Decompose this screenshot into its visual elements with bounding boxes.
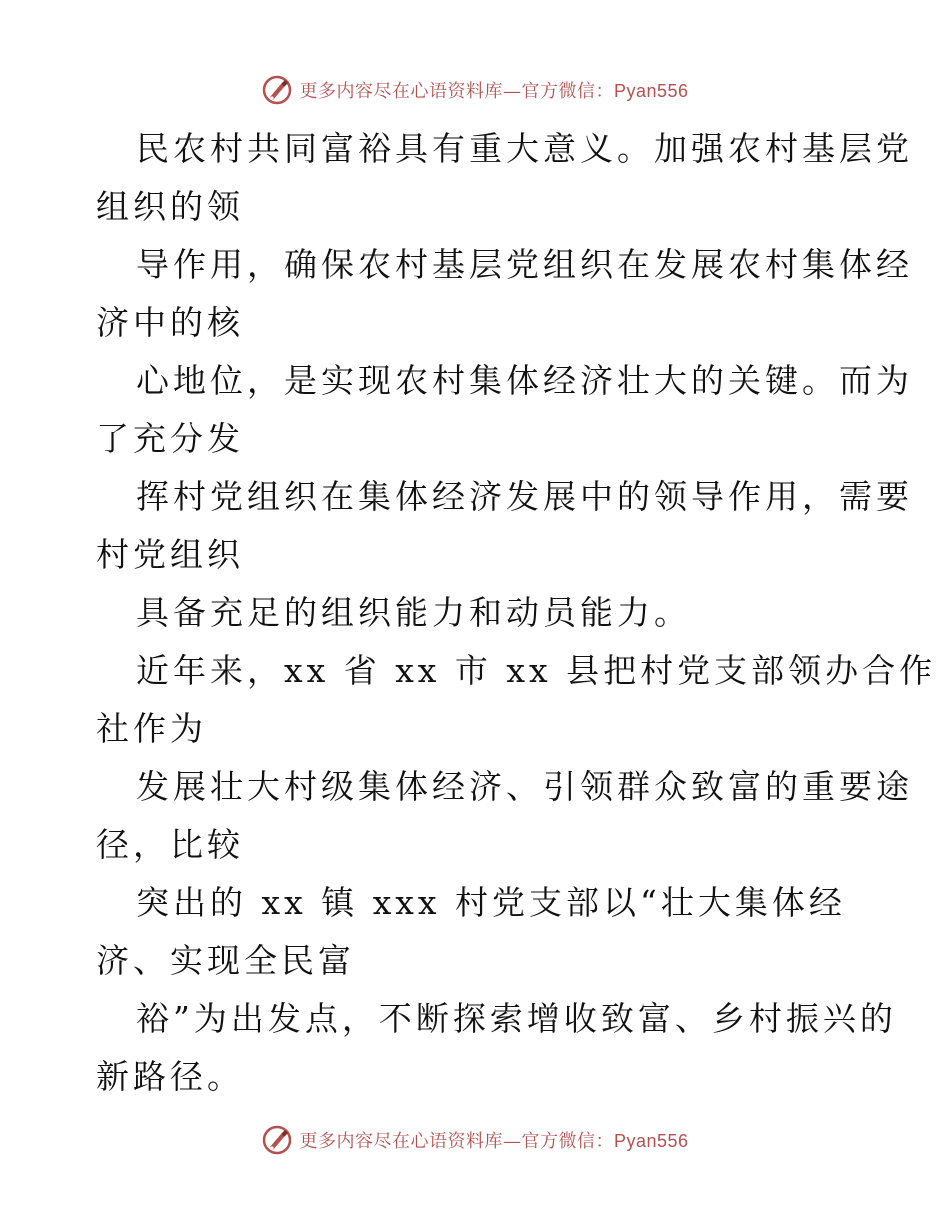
body-line: 组织的领 bbox=[96, 187, 244, 226]
header-banner-main: 更多内容尽在心语资料库—官方微信： bbox=[299, 81, 614, 102]
body-line: 村党组织 bbox=[96, 535, 244, 574]
footer-banner-content bbox=[261, 1124, 688, 1156]
header-banner-text bbox=[299, 77, 688, 103]
header-banner-wechat: Pyan556 bbox=[613, 81, 689, 101]
header-banner-content bbox=[261, 74, 688, 106]
pen-logo-icon bbox=[261, 1124, 293, 1156]
body-line: 心地位，是实现农村集体经济壮大的关键。而为 bbox=[136, 361, 913, 400]
body-line: 了充分发 bbox=[96, 419, 244, 458]
body-line: 挥村党组织在集体经济发展中的领导作用，需要 bbox=[136, 477, 913, 516]
body-line: 济、实现全民富 bbox=[96, 941, 355, 980]
body-line: 发展壮大村级集体经济、引领群众致富的重要途 bbox=[136, 767, 913, 806]
body-line: 突出的 xx 镇 xxx 村党支部以“壮大集体经 bbox=[136, 883, 846, 922]
body-line: 济中的核 bbox=[96, 303, 244, 342]
body-line: 具备充足的组织能力和动员能力。 bbox=[136, 593, 691, 632]
footer-banner-wechat: Pyan556 bbox=[613, 1131, 689, 1151]
body-line: 近年来，xx 省 xx 市 xx 县把村党支部领办合作 bbox=[136, 651, 937, 690]
footer-banner-text bbox=[299, 1127, 688, 1153]
footer-banner-main: 更多内容尽在心语资料库—官方微信： bbox=[299, 1131, 614, 1152]
pen-logo-icon bbox=[261, 74, 293, 106]
document-body bbox=[96, 120, 937, 1106]
body-line: 新路径。 bbox=[96, 1057, 244, 1096]
header-banner bbox=[0, 70, 950, 110]
body-line: 导作用，确保农村基层党组织在发展农村集体经 bbox=[136, 245, 913, 284]
footer-banner bbox=[0, 1120, 950, 1160]
body-line: 民农村共同富裕具有重大意义。加强农村基层党 bbox=[136, 129, 913, 168]
body-line: 社作为 bbox=[96, 709, 207, 748]
body-line: 径，比较 bbox=[96, 825, 244, 864]
body-line: 裕”为出发点，不断探索增收致富、乡村振兴的 bbox=[136, 999, 897, 1038]
